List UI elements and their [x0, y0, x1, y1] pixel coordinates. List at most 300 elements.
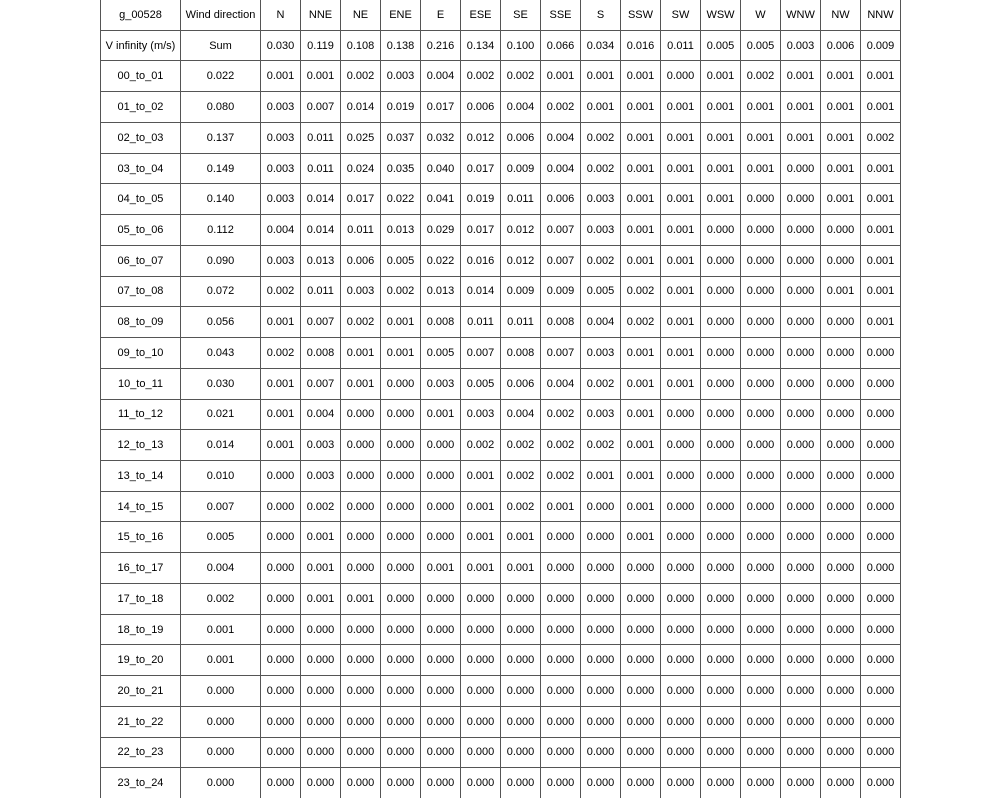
table-cell: 0.000 — [581, 706, 621, 737]
table-cell: 0.000 — [581, 491, 621, 522]
table-cell: 0.001 — [461, 491, 501, 522]
table-cell: 0.013 — [301, 245, 341, 276]
table-cell: 0.000 — [701, 338, 741, 369]
table-cell: 0.000 — [261, 676, 301, 707]
table-cell: 0.000 — [301, 676, 341, 707]
table-cell: 0.001 — [421, 553, 461, 584]
table-cell: 0.000 — [701, 461, 741, 492]
table-cell: 0.000 — [741, 491, 781, 522]
table-cell: 0.041 — [421, 184, 461, 215]
table-row — [101, 553, 901, 584]
row-label-cell: 08_to_09 — [101, 307, 181, 338]
table-cell: 0.000 — [861, 768, 901, 798]
table-cell: 0.000 — [821, 768, 861, 798]
table-cell: 0.000 — [821, 553, 861, 584]
table-cell: 0.012 — [501, 215, 541, 246]
table-cell: 0.000 — [701, 614, 741, 645]
table-cell: 0.002 — [541, 399, 581, 430]
row-label-cell: 09_to_10 — [101, 338, 181, 369]
table-cell: 0.000 — [781, 430, 821, 461]
row-label-cell: 22_to_23 — [101, 737, 181, 768]
table-cell: 0.005 — [421, 338, 461, 369]
table-cell: 0.001 — [381, 338, 421, 369]
table-cell: 0.000 — [341, 768, 381, 798]
row-label-cell: 21_to_22 — [101, 706, 181, 737]
table-cell: 0.000 — [821, 399, 861, 430]
table-cell: 0.000 — [741, 215, 781, 246]
table-cell: 0.002 — [181, 583, 261, 614]
table-cell: 0.000 — [621, 768, 661, 798]
table-cell: 0.000 — [341, 461, 381, 492]
table-cell: 0.001 — [621, 184, 661, 215]
table-cell: 0.000 — [661, 768, 701, 798]
table-cell: 0.003 — [261, 153, 301, 184]
table-cell: 0.000 — [381, 645, 421, 676]
row-label-cell: 07_to_08 — [101, 276, 181, 307]
table-cell: 0.035 — [381, 153, 421, 184]
table-cell: 0.001 — [621, 461, 661, 492]
table-cell: 0.000 — [581, 737, 621, 768]
table-cell: 0.001 — [301, 61, 341, 92]
table-header-cell: g_00528 — [101, 0, 181, 30]
table-cell: 0.149 — [181, 153, 261, 184]
table-cell: 0.001 — [421, 399, 461, 430]
table-cell: 0.000 — [861, 522, 901, 553]
table-cell: 0.056 — [181, 307, 261, 338]
table-cell: 0.004 — [261, 215, 301, 246]
table-cell: 0.000 — [821, 491, 861, 522]
table-cell: 0.000 — [261, 553, 301, 584]
table-cell: 0.000 — [781, 399, 821, 430]
table-cell: 0.001 — [341, 338, 381, 369]
table-cell: 0.000 — [741, 430, 781, 461]
table-cell: 0.000 — [301, 614, 341, 645]
table-cell: 0.008 — [501, 338, 541, 369]
table-cell: 0.019 — [461, 184, 501, 215]
table-cell: 0.000 — [781, 768, 821, 798]
table-cell: 0.000 — [341, 430, 381, 461]
row-label-cell: 10_to_11 — [101, 368, 181, 399]
row-label-cell: 17_to_18 — [101, 583, 181, 614]
table-row — [101, 461, 901, 492]
table-cell: 0.000 — [421, 737, 461, 768]
table-cell: 0.000 — [501, 676, 541, 707]
table-cell: 0.001 — [621, 368, 661, 399]
table-header-cell: SW — [661, 0, 701, 30]
table-cell: 0.000 — [701, 768, 741, 798]
table-cell: 0.000 — [701, 737, 741, 768]
table-row — [101, 706, 901, 737]
table-header-cell: ENE — [381, 0, 421, 30]
table-cell: 0.000 — [741, 276, 781, 307]
table-header-cell: NW — [821, 0, 861, 30]
table-cell: 0.004 — [541, 122, 581, 153]
table-cell: 0.002 — [861, 122, 901, 153]
table-cell: 0.001 — [861, 184, 901, 215]
table-cell: 0.000 — [381, 522, 421, 553]
table-cell: 0.000 — [421, 676, 461, 707]
table-cell: 0.000 — [861, 706, 901, 737]
table-cell: 0.000 — [741, 522, 781, 553]
table-cell: 0.006 — [821, 30, 861, 61]
row-label-cell: 01_to_02 — [101, 92, 181, 123]
table-header-cell: SE — [501, 0, 541, 30]
table-cell: 0.000 — [421, 768, 461, 798]
table-cell: 0.000 — [821, 338, 861, 369]
table-cell: 0.000 — [261, 491, 301, 522]
table-cell: 0.000 — [861, 461, 901, 492]
table-cell: 0.000 — [661, 461, 701, 492]
table-cell: 0.000 — [781, 153, 821, 184]
table-cell: 0.011 — [461, 307, 501, 338]
table-cell: 0.001 — [821, 184, 861, 215]
table-cell: 0.002 — [501, 430, 541, 461]
table-cell: 0.000 — [741, 399, 781, 430]
table-cell: 0.006 — [501, 122, 541, 153]
table-cell: 0.002 — [501, 491, 541, 522]
table-cell: 0.002 — [301, 491, 341, 522]
table-cell: 0.001 — [741, 92, 781, 123]
table-cell: 0.001 — [341, 583, 381, 614]
table-cell: 0.000 — [781, 614, 821, 645]
table-cell: 0.000 — [541, 522, 581, 553]
row-label-cell: 12_to_13 — [101, 430, 181, 461]
table-cell: 0.000 — [621, 645, 661, 676]
table-cell: 0.001 — [621, 430, 661, 461]
table-cell: 0.004 — [501, 399, 541, 430]
table-cell: 0.001 — [621, 522, 661, 553]
table-cell: 0.001 — [621, 245, 661, 276]
table-cell: 0.000 — [421, 706, 461, 737]
table-cell: 0.003 — [581, 184, 621, 215]
table-cell: 0.002 — [501, 61, 541, 92]
table-cell: 0.000 — [421, 645, 461, 676]
table-cell: 0.000 — [381, 737, 421, 768]
table-cell: 0.000 — [581, 768, 621, 798]
table-cell: 0.001 — [621, 399, 661, 430]
table-cell: 0.000 — [781, 184, 821, 215]
table-cell: 0.003 — [301, 461, 341, 492]
table-cell: 0.005 — [741, 30, 781, 61]
table-cell: 0.000 — [261, 737, 301, 768]
table-cell: 0.001 — [581, 461, 621, 492]
table-cell: 0.000 — [781, 461, 821, 492]
table-cell: 0.002 — [741, 61, 781, 92]
table-row — [101, 737, 901, 768]
table-cell: 0.004 — [541, 368, 581, 399]
table-cell: 0.002 — [621, 276, 661, 307]
table-cell: 0.016 — [621, 30, 661, 61]
table-cell: 0.216 — [421, 30, 461, 61]
table-cell: 0.001 — [861, 92, 901, 123]
table-cell: 0.066 — [541, 30, 581, 61]
table-header-cell: SSW — [621, 0, 661, 30]
table-cell: 0.000 — [381, 461, 421, 492]
table-cell: 0.000 — [701, 307, 741, 338]
table-cell: 0.002 — [501, 461, 541, 492]
table-cell: 0.001 — [781, 122, 821, 153]
table-cell: 0.000 — [581, 522, 621, 553]
table-cell: 0.000 — [821, 461, 861, 492]
table-cell: 0.003 — [261, 184, 301, 215]
table-row — [101, 153, 901, 184]
table-cell: 0.000 — [741, 184, 781, 215]
table-cell: 0.000 — [661, 61, 701, 92]
table-row — [101, 368, 901, 399]
table-row — [101, 30, 901, 61]
table-cell: 0.013 — [421, 276, 461, 307]
table-cell: 0.001 — [621, 61, 661, 92]
table-cell: 0.000 — [821, 583, 861, 614]
table-cell: 0.138 — [381, 30, 421, 61]
table-cell: 0.001 — [861, 245, 901, 276]
table-cell: 0.001 — [261, 368, 301, 399]
table-cell: 0.001 — [861, 153, 901, 184]
table-cell: 0.119 — [301, 30, 341, 61]
table-header-cell: ESE — [461, 0, 501, 30]
table-cell: 0.000 — [581, 583, 621, 614]
table-cell: 0.000 — [661, 430, 701, 461]
table-cell: 0.001 — [861, 307, 901, 338]
table-cell: 0.000 — [701, 430, 741, 461]
table-cell: 0.072 — [181, 276, 261, 307]
table-cell: 0.040 — [421, 153, 461, 184]
row-label-cell: 03_to_04 — [101, 153, 181, 184]
table-cell: 0.000 — [261, 583, 301, 614]
table-cell: 0.001 — [861, 276, 901, 307]
table-cell: 0.000 — [861, 645, 901, 676]
table-cell: 0.001 — [461, 461, 501, 492]
table-cell: 0.001 — [781, 92, 821, 123]
table-cell: 0.000 — [261, 614, 301, 645]
table-cell: 0.000 — [621, 676, 661, 707]
table-cell: 0.000 — [261, 522, 301, 553]
table-cell: 0.006 — [461, 92, 501, 123]
table-cell: 0.000 — [741, 768, 781, 798]
row-label-cell: 02_to_03 — [101, 122, 181, 153]
table-cell: 0.022 — [421, 245, 461, 276]
table-cell: 0.000 — [741, 368, 781, 399]
table-cell: 0.003 — [461, 399, 501, 430]
table-cell: 0.000 — [701, 215, 741, 246]
table-cell: 0.022 — [381, 184, 421, 215]
row-label-cell: 23_to_24 — [101, 768, 181, 798]
table-cell: 0.017 — [461, 215, 501, 246]
table-cell: 0.001 — [661, 215, 701, 246]
table-cell: 0.002 — [341, 307, 381, 338]
table-cell: 0.000 — [621, 553, 661, 584]
table-row — [101, 491, 901, 522]
table-cell: 0.001 — [381, 307, 421, 338]
table-cell: 0.012 — [501, 245, 541, 276]
table-cell: 0.000 — [341, 491, 381, 522]
table-cell: 0.021 — [181, 399, 261, 430]
table-cell: 0.002 — [461, 430, 501, 461]
table-cell: 0.032 — [421, 122, 461, 153]
table-cell: 0.001 — [861, 215, 901, 246]
table-cell: 0.005 — [581, 276, 621, 307]
table-cell: 0.000 — [621, 583, 661, 614]
table-cell: 0.000 — [821, 215, 861, 246]
row-label-cell: 16_to_17 — [101, 553, 181, 584]
table-cell: 0.100 — [501, 30, 541, 61]
table-cell: 0.000 — [661, 522, 701, 553]
table-cell: 0.001 — [621, 338, 661, 369]
row-label-cell: 06_to_07 — [101, 245, 181, 276]
table-cell: 0.000 — [421, 461, 461, 492]
table-cell: 0.002 — [581, 245, 621, 276]
table-cell: 0.000 — [821, 307, 861, 338]
table-cell: 0.007 — [461, 338, 501, 369]
table-cell: 0.002 — [541, 461, 581, 492]
table-cell: 0.011 — [301, 276, 341, 307]
table-cell: 0.000 — [461, 583, 501, 614]
table-row — [101, 645, 901, 676]
table-cell: 0.011 — [301, 122, 341, 153]
table-cell: 0.011 — [341, 215, 381, 246]
table-cell: 0.001 — [661, 122, 701, 153]
table-cell: 0.108 — [341, 30, 381, 61]
table-body — [101, 0, 901, 798]
table-cell: 0.000 — [661, 491, 701, 522]
table-cell: 0.001 — [861, 61, 901, 92]
table-cell: 0.000 — [741, 461, 781, 492]
table-cell: 0.000 — [301, 768, 341, 798]
table-cell: 0.000 — [781, 276, 821, 307]
table-cell: 0.002 — [581, 153, 621, 184]
table-cell: 0.024 — [341, 153, 381, 184]
table-row — [101, 215, 901, 246]
table-cell: 0.014 — [301, 215, 341, 246]
table-cell: 0.000 — [181, 706, 261, 737]
table-cell: 0.000 — [781, 645, 821, 676]
table-cell: 0.000 — [581, 645, 621, 676]
row-label-cell: 11_to_12 — [101, 399, 181, 430]
table-cell: 0.008 — [421, 307, 461, 338]
table-cell: 0.000 — [261, 461, 301, 492]
table-row — [101, 92, 901, 123]
table-cell: 0.000 — [381, 676, 421, 707]
table-cell: 0.017 — [341, 184, 381, 215]
table-cell: 0.029 — [421, 215, 461, 246]
table-cell: 0.002 — [261, 276, 301, 307]
table-cell: 0.003 — [581, 399, 621, 430]
table-cell: 0.000 — [821, 737, 861, 768]
table-cell: 0.003 — [341, 276, 381, 307]
table-cell: 0.001 — [661, 184, 701, 215]
table-row — [101, 184, 901, 215]
table-cell: 0.005 — [181, 522, 261, 553]
table-cell: 0.001 — [541, 61, 581, 92]
table-cell: 0.112 — [181, 215, 261, 246]
table-cell: 0.000 — [461, 676, 501, 707]
table-cell: 0.043 — [181, 338, 261, 369]
table-cell: 0.000 — [781, 245, 821, 276]
table-cell: 0.000 — [821, 676, 861, 707]
table-cell: 0.000 — [701, 276, 741, 307]
table-cell: 0.005 — [461, 368, 501, 399]
table-cell: 0.009 — [541, 276, 581, 307]
table-cell: 0.000 — [541, 676, 581, 707]
table-cell: 0.000 — [701, 553, 741, 584]
table-cell: 0.140 — [181, 184, 261, 215]
table-cell: 0.003 — [581, 215, 621, 246]
table-cell: 0.007 — [301, 92, 341, 123]
table-cell: 0.004 — [541, 153, 581, 184]
table-cell: 0.001 — [661, 307, 701, 338]
table-cell: 0.000 — [781, 338, 821, 369]
table-row — [101, 614, 901, 645]
table-cell: 0.000 — [181, 676, 261, 707]
table-cell: 0.000 — [821, 614, 861, 645]
table-cell: 0.000 — [341, 614, 381, 645]
table-row — [101, 676, 901, 707]
table-header-cell: NNE — [301, 0, 341, 30]
table-cell: 0.007 — [541, 245, 581, 276]
table-cell: 0.000 — [821, 706, 861, 737]
table-cell: 0.001 — [821, 153, 861, 184]
table-cell: 0.000 — [541, 553, 581, 584]
table-cell: 0.030 — [261, 30, 301, 61]
table-cell: 0.000 — [661, 676, 701, 707]
wind-distribution-table — [100, 0, 901, 798]
table-cell: 0.000 — [741, 583, 781, 614]
table-cell: 0.007 — [541, 338, 581, 369]
table-cell: 0.001 — [701, 61, 741, 92]
table-cell: 0.000 — [541, 645, 581, 676]
table-row — [101, 430, 901, 461]
table-cell: 0.001 — [301, 553, 341, 584]
table-cell: 0.000 — [821, 645, 861, 676]
row-label-cell: 04_to_05 — [101, 184, 181, 215]
table-cell: 0.001 — [661, 368, 701, 399]
table-cell: 0.014 — [341, 92, 381, 123]
table-cell: 0.000 — [381, 368, 421, 399]
table-cell: 0.008 — [301, 338, 341, 369]
table-cell: 0.003 — [261, 245, 301, 276]
table-cell: 0.000 — [341, 645, 381, 676]
table-cell: 0.014 — [181, 430, 261, 461]
table-cell: 0.007 — [301, 307, 341, 338]
table-cell: 0.000 — [381, 768, 421, 798]
table-cell: 0.013 — [381, 215, 421, 246]
table-cell: 0.000 — [381, 491, 421, 522]
table-cell: 0.000 — [781, 706, 821, 737]
table-header-cell: WSW — [701, 0, 741, 30]
table-cell: 0.004 — [421, 61, 461, 92]
table-cell: 0.000 — [701, 368, 741, 399]
table-cell: 0.022 — [181, 61, 261, 92]
table-cell: 0.000 — [861, 737, 901, 768]
table-cell: 0.004 — [581, 307, 621, 338]
table-cell: 0.001 — [301, 583, 341, 614]
table-cell: 0.001 — [661, 153, 701, 184]
table-cell: 0.001 — [301, 522, 341, 553]
table-cell: 0.034 — [581, 30, 621, 61]
table-row — [101, 122, 901, 153]
row-label-cell: 14_to_15 — [101, 491, 181, 522]
table-cell: 0.001 — [741, 153, 781, 184]
table-cell: 0.000 — [661, 399, 701, 430]
table-cell: 0.004 — [181, 553, 261, 584]
row-label-cell: 20_to_21 — [101, 676, 181, 707]
table-cell: 0.001 — [581, 92, 621, 123]
table-cell: 0.000 — [581, 676, 621, 707]
table-cell: 0.000 — [541, 583, 581, 614]
table-cell: 0.000 — [701, 583, 741, 614]
table-cell: 0.000 — [701, 245, 741, 276]
table-row — [101, 61, 901, 92]
